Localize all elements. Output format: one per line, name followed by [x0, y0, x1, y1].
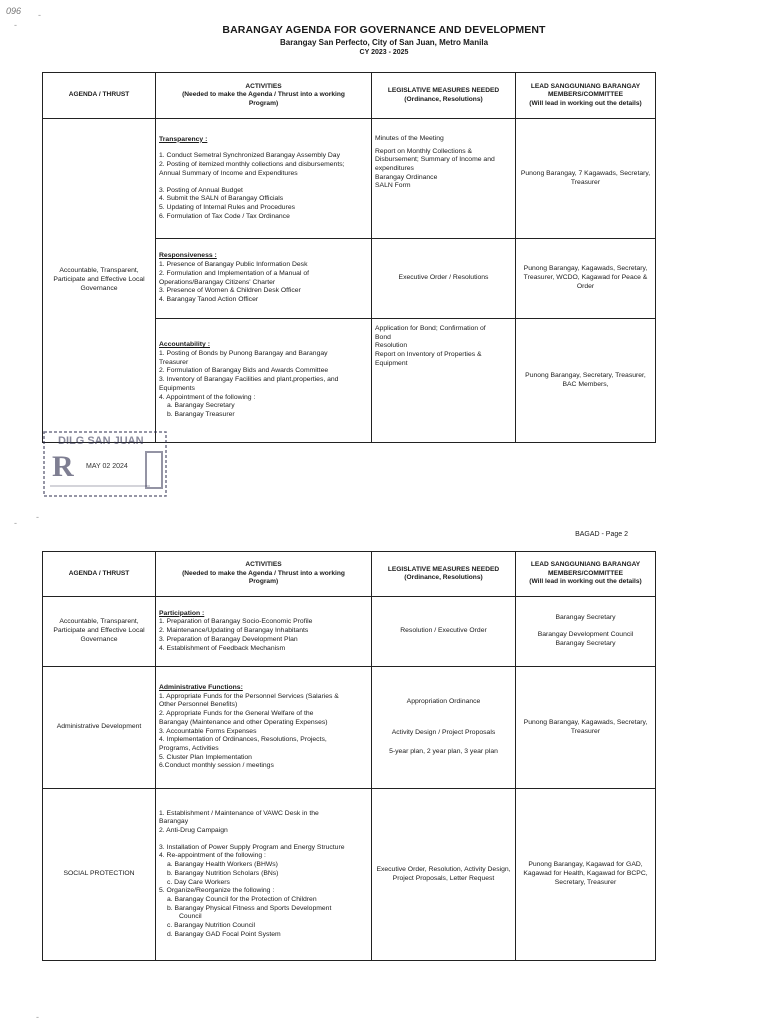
scan-mark: - [14, 20, 17, 30]
scan-mark: - [38, 10, 41, 20]
agenda-cell: SOCIAL PROTECTION [43, 789, 156, 961]
header-lead: LEAD SANGGUNIANG BARANGAY MEMBERS/COMMITTEE (Will lead in working out the details) [516, 552, 656, 597]
header-agenda: AGENDA / THRUST [43, 73, 156, 119]
agenda-cell: Administrative Development [43, 667, 156, 789]
table-row [43, 119, 656, 239]
page-header [0, 24, 768, 56]
lead-cell: Punong Barangay, Kagawad for GAD, Kagawad for Health, Kagawad for BCPC, Secretary, Treasurer [516, 789, 656, 961]
page-label: BAGAD - Page 2 [575, 531, 628, 538]
agenda-table-page-2 [42, 551, 656, 961]
scan-mark: - [14, 518, 17, 528]
activities-cell: Participation : 1. Preparation of Barangay Socio-Economic Profile 2. Maintenance/Updating of Barangay Inhabitants 3. Preparation of Barangay Development Plan 4. Establishment of Feedback Mechanism [156, 597, 372, 667]
header-legislative: LEGISLATIVE MEASURES NEEDED (Ordinance, Resolutions) [372, 552, 516, 597]
table-row [43, 597, 656, 667]
stamp-org: DILG SAN JUAN [58, 435, 144, 447]
legislative-cell: Executive Order, Resolution, Activity Design, Project Proposals, Letter Request [372, 789, 516, 961]
received-stamp [40, 422, 170, 508]
table-row [43, 789, 656, 961]
scan-mark: - [36, 512, 39, 522]
agenda-table-page-1 [42, 72, 656, 443]
legislative-cell: Resolution / Executive Order [372, 597, 516, 667]
stamp-letter: R [52, 450, 74, 483]
lead-cell: Punong Barangay, Kagawads, Secretary, Treasurer [516, 667, 656, 789]
activities-cell: Accountability : 1. Posting of Bonds by Punong Barangay and Barangay Treasurer 2. Formulation of Barangay Bids and Awards Committee 3. Inventory of Barangay Facilities and plant,properties, and Equipments 4. Appointment of the following : a. Barangay Secretary b. Barangay Treasurer [156, 319, 372, 443]
corner-mark: 096 [6, 6, 22, 16]
agenda-cell: Accountable, Transparent, Participate and Effective Local Governance [43, 597, 156, 667]
document-period: CY 2023 - 2025 [359, 49, 409, 56]
activities-cell: Transparency : 1. Conduct Semetral Synchronized Barangay Assembly Day 2. Posting of itemized monthly collections and disbursements; Annual Summary of Income and Expenditures 3. Posting of Annual Budget 4. Submit the SALN of Barangay Officials 5. Updating of Internal Rules and Procedures 6. Formulation of Tax Code / Tax Ordinance [156, 119, 372, 239]
lead-cell: Punong Barangay, Secretary, Treasurer, BAC Members, [516, 319, 656, 443]
legislative-cell: Executive Order / Resolutions [372, 239, 516, 319]
lead-cell: Barangay Secretary Barangay Development Council Barangay Secretary [516, 597, 656, 667]
header-legislative: LEGISLATIVE MEASURES NEEDED (Ordinance, Resolutions) [372, 73, 516, 119]
table-header-row [43, 552, 656, 597]
header-activities: ACTIVITIES (Needed to make the Agenda / Thrust into a working Program) [156, 73, 372, 119]
legislative-cell: Application for Bond; Confirmation of Bond Resolution Report on Inventory of Properties & Equipment [372, 319, 516, 443]
activities-cell: 1. Establishment / Maintenance of VAWC Desk in the Barangay 2. Anti-Drug Campaign 3. Installation of Power Supply Program and Energy Structure 4. Re-appointment of the following : a. Barangay Health Workers (BHWs) b. Barangay Nutrition Scholars (BNs) c. Day Care Workers 5. Organize/Reorganize the following : a. Barangay Council for the Protection of Children b. Barangay Physical Fitness and Sports Development Council c. Barangay Nutrition Council d. Barangay GAD Focal Point System [156, 789, 372, 961]
table-header-row [43, 73, 656, 119]
legislative-cell: Appropriation Ordinance Activity Design / Project Proposals 5-year plan, 2 year plan, 3 year plan [372, 667, 516, 789]
activities-cell: Administrative Functions: 1. Appropriate Funds for the Personnel Services (Salaries & Other Personnel Benefits) 2. Appropriate Funds for the General Welfare of the Barangay (Maintenance and other Operating Expenses) 3. Accountable Forms Expenses 4. Implementation of Ordinances, Resolutions, Projects, Programs, Activities 5. Cluster Plan Implementation 6.Conduct monthly session / meetings [156, 667, 372, 789]
lead-cell: Punong Barangay, 7 Kagawads, Secretary, Treasurer [516, 119, 656, 239]
legislative-cell: Minutes of the Meeting Report on Monthly Collections & Disbursement; Summary of Income and expenditures Barangay Ordinance SALN Form [372, 119, 516, 239]
header-lead: LEAD SANGGUNIANG BARANGAY MEMBERS/COMMITTEE (Will lead in working out the details) [516, 73, 656, 119]
header-activities: ACTIVITIES (Needed to make the Agenda / Thrust into a working Program) [156, 552, 372, 597]
table-row [43, 667, 656, 789]
header-agenda: AGENDA / THRUST [43, 552, 156, 597]
document-title: BARANGAY AGENDA FOR GOVERNANCE AND DEVELOPMENT [222, 24, 546, 36]
stamp-date: MAY 02 2024 [86, 463, 128, 470]
activities-cell: Responsiveness : 1. Presence of Barangay Public Information Desk 2. Formulation and Implementation of a Manual of Operations/Barangay Citizens' Charter 3. Presence of Women & Children Desk Officer 4. Barangay Tanod Action Officer [156, 239, 372, 319]
scan-mark: - [36, 1012, 39, 1022]
agenda-cell: Accountable, Transparent, Participate and Effective Local Governance [43, 119, 156, 443]
document-subtitle: Barangay San Perfecto, City of San Juan, Metro Manila [279, 38, 489, 47]
lead-cell: Punong Barangay, Kagawads, Secretary, Treasurer, WCDO, Kagawad for Peace & Order [516, 239, 656, 319]
